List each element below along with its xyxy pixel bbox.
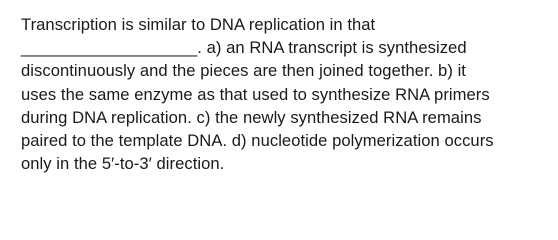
question-line: Transcription is similar to DNA replication in that: [21, 15, 376, 34]
question-line: only in the 5′-to-3′ direction.: [21, 154, 225, 174]
question-line: during DNA replication. c) the newly synthesized RNA remains: [21, 107, 482, 127]
question-text: [21, 13, 551, 175]
question-line: ___________________. a) an RNA transcript is synthesized: [21, 38, 467, 58]
question-line: paired to the template DNA. d) nucleotide polymerization occurs: [21, 131, 494, 151]
question-line: uses the same enzyme as that used to synthesize RNA primers: [21, 84, 490, 104]
question-line: discontinuously and the pieces are then joined together. b) it: [21, 61, 466, 81]
